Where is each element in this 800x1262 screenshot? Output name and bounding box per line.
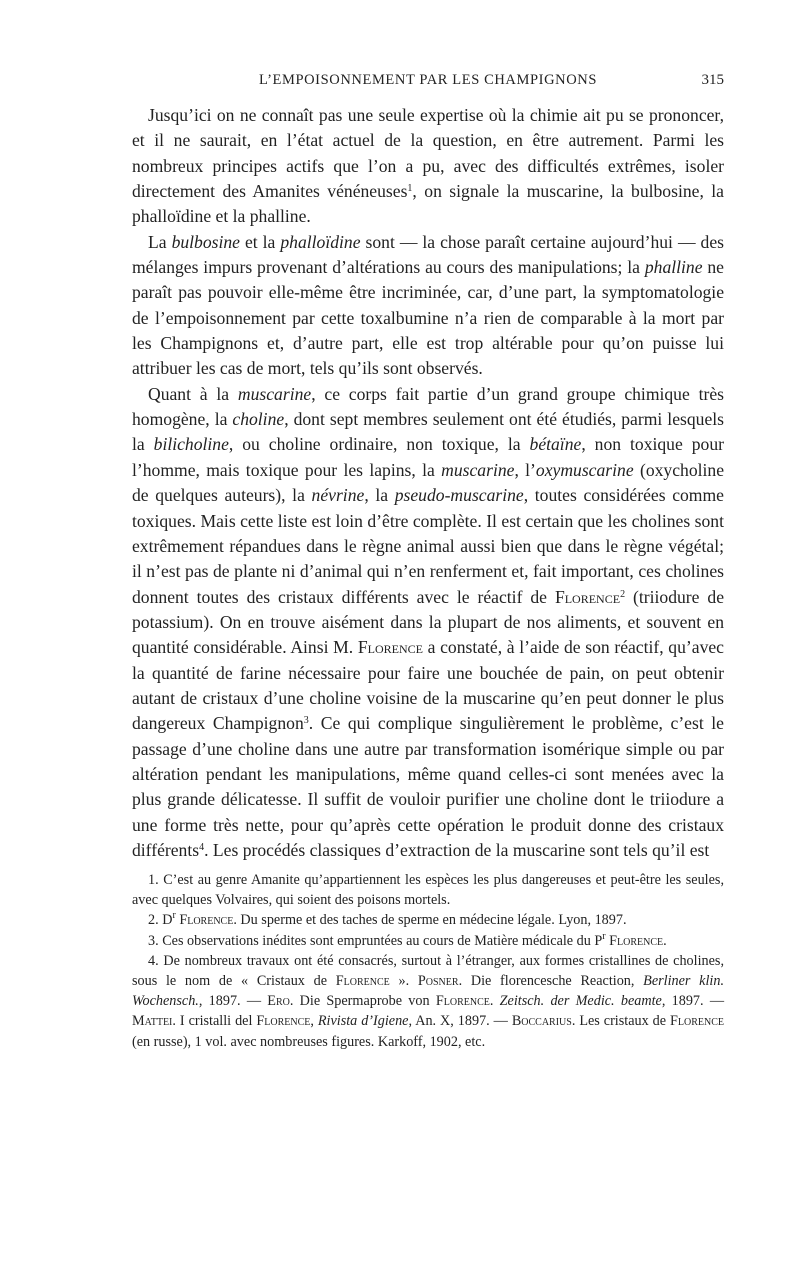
footnote-ref-2: 2 xyxy=(620,588,626,600)
footnotes xyxy=(132,870,724,1052)
footnote-ref-4: 4 xyxy=(199,841,205,853)
author-mattei: Mattei xyxy=(132,1013,173,1030)
page-number: 315 xyxy=(701,72,724,88)
journal-rivista: Rivista d’Igiene xyxy=(317,1013,409,1030)
term-muscarine-2: muscarine xyxy=(441,459,515,480)
footnote-ref-3: 3 xyxy=(303,715,309,727)
journal-zeitsch: Zeitsch. der Medic. beamte xyxy=(499,993,662,1010)
term-bulbosine: bulbosine xyxy=(171,231,240,252)
term-phalline: phalline xyxy=(644,257,703,278)
term-pseudo-muscarine: pseudo-muscarine xyxy=(394,485,524,506)
author-florence: Florence xyxy=(554,586,621,607)
author-ero: Ero xyxy=(267,993,290,1010)
author-posner: Posner xyxy=(417,973,459,990)
term-oxymuscarine: oxymuscarine xyxy=(535,459,634,480)
paragraph-2: La bulbosine et la phalloïdine sont — la chose paraît certaine aujourd’hui — des mélanges impurs provenant d’altérations au cours des manipulations; la phalline ne paraît pas pouvoir elle-même être incriminée, car, d’une part, la symptomatologie de l’empoisonnement par cette toxalbumine n’a rien de comparable à la mort par les Champignons et, d’autre part, elle est trop altérable pour qu’on puisse lui attribuer les cas de mort, tels qu’ils sont observés. xyxy=(132,231,724,379)
author-florence: Florence xyxy=(357,637,423,658)
term-phalloidine: phalloïdine xyxy=(280,231,361,252)
term-muscarine: muscarine xyxy=(237,383,312,404)
running-title: L’EMPOISONNEMENT PAR LES CHAMPIGNONS xyxy=(258,72,598,88)
journal-berliner: Berliner klin. Wochensch. xyxy=(132,973,725,1010)
author-boccarius: Boccarius xyxy=(511,1013,572,1030)
author-florence: Florence xyxy=(609,932,664,949)
page-header xyxy=(132,72,724,96)
term-bilicholine: bilicholine xyxy=(153,434,229,455)
footnote-2: 2. $D^r$ Florence. Du sperme et des taches de sperme en médecine légale. Lyon, 1897. xyxy=(148,910,627,929)
paragraph-1: Jusqu’ici on ne connaît pas une seule expertise où la chimie ait pu se prononcer, et il ne saurait, en l’état actuel de la question, en être autrement. Parmi les nombreux principes actifs que l’on a pu, avec des difficultés extrêmes, isoler directement des Amanites vénéneuses$^1$, on signale la muscarine, la bulbosine, la phalloïdine et la phalline. xyxy=(132,105,724,227)
author-florence: Florence xyxy=(179,912,234,929)
footnote-4: 4. De nombreux travaux ont été consacrés, surtout à l’étranger, aux formes cristallines de cholines, sous le nom de « Cristaux de Florence ». Posner. Die florencesche Reaction, Berliner klin. Wochensch., 1897. — Ero. Die Spermaprobe von Florence. Zeitsch. der Medic. beamte, 1897. — Mattei. I cristalli del Florence, Rivista d’Igiene, An. X, 1897. — Boccarius. Les cristaux de Florence (en russe), 1 vol. avec nombreuses figures. Karkoff, 1902, etc. xyxy=(132,952,725,1050)
paragraph-3: Quant à la muscarine, ce corps fait partie d’un grand groupe chimique très homogène, la choline, dont sept membres seulement ont été étudiés, parmi lesquels la bilicholine, ou choline ordinaire, non toxique, la bétaïne, non toxique pour l’homme, mais toxique pour les lapins, la muscarine, l’oxymuscarine (oxycholine de quelques auteurs), la névrine, la pseudo-muscarine, toutes considérées comme toxiques. Mais cette liste est loin d’être complète. Il est certain que les cholines sont extrêmement répandues dans le règne animal aussi bien que dans le règne végétal; il n’est pas de plante ni d’animal qui n’en renferment et, fait important, ces cholines donnent toutes des cristaux différents avec le réactif de Florence$^2$ (triiodure de potassium). On en trouve aisément dans la plupart de nos aliments, et souvent en quantité considérable. Ainsi M. Florence a constaté, à l’aide de son réactif, qu’avec la quantité de farine nécessaire pour faire une bouchée de pain, on peut obtenir autant de cristaux d’une choline voisine de la muscarine qu’en peut donner le plus dangereux Champignon$^3$. Ce qui complique singulièrement le problème, c’est le passage d’une choline dans une autre par transformation isomérique simple ou par altération pendant les manipulations, même quand celles-ci sont menées avec la plus grande délicatesse. Il suffit de vouloir purifier une choline dont le triiodure a une forme très nette, pour qu’après cette opération le produit donne des cristaux différents$^4$. Les procédés classiques d’extraction de la muscarine sont tels qu’il est xyxy=(132,383,725,860)
term-nevrine: névrine xyxy=(311,485,365,506)
body-text xyxy=(132,103,724,863)
footnote-ref-1: 1 xyxy=(407,183,413,195)
term-betaine: bétaïne xyxy=(529,434,582,455)
term-choline: choline xyxy=(232,409,285,430)
footnote-3: 3. Ces observations inédites sont empruntées au cours de Matière médicale du $P^r$ Florence. xyxy=(148,930,667,949)
footnote-1: 1. C’est au genre Amanite qu’appartiennent les espèces les plus dangereuses et peut-être les seules, avec quelques Volvaires, qui soient des poisons mortels. xyxy=(132,872,724,909)
